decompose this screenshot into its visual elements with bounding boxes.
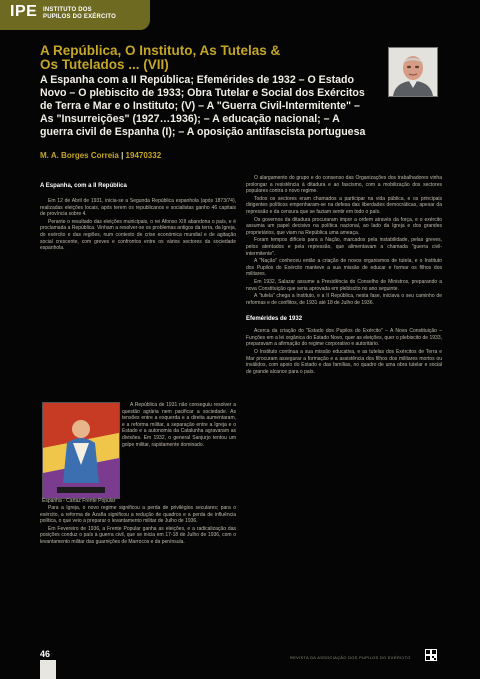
right-paragraph-3: Os governos da ditadura procuraram impor a ordem através da força, e o exército assumia um papel decisivo na política nacional, ao lado da Igreja e dos grandes proprietários, que viam na República uma ameaça. bbox=[246, 216, 442, 236]
left-paragraph-2: Perante o resultado das eleições municipais, o rei Afonso XIII abandona o país, e é proclamada a República. Vinham a resolver-se os problemas antigos da terra, da Igreja, do exército e das regiões, num contexto de crise económica mundial e de agitação social crescente, com greves e confrontos entre os vários sectores da sociedade espanhola. bbox=[40, 218, 236, 252]
right-paragraph-2: Todos os sectores eram chamados a participar na vida pública, e os principais dirigentes políticos empenharam-se na defesa das liberdades democráticas, apesar da repressão e da censura que se faziam sentir em todo o país. bbox=[246, 195, 442, 215]
left-lower-paragraph-2: Em Fevereiro de 1936, a Frente Popular ganha as eleições, e a radicalização das posições conduz o país à guerra civil, que se inicia em 17-18 de Julho de 1936, com o levantamento militar das guarnições de Marrocos e da península. bbox=[40, 525, 236, 545]
frente-popular-poster-image bbox=[42, 402, 120, 499]
institute-name-line1: INSTITUTO DOS bbox=[43, 7, 92, 13]
left-wrap-paragraph: A República de 1931 não conseguiu resolver a questão agrária nem pacificar a sociedade. As tensões entre a esquerda e a direita aumentaram, e a reforma militar, a separação entre a Igreja e o Estado e a autonomia da Catalunha agravaram as divisões. Em 1932, o general Sanjurjo tentou um golpe militar, rapidamente dominado. bbox=[122, 402, 236, 448]
page-number: 46 bbox=[40, 649, 51, 659]
article-title-line1: A República, O Instituto, As Tutelas & bbox=[40, 43, 281, 58]
right-paragraph-6: Em 1932, Salazar assume a Presidência do Conselho de Ministros, preparando a nova Constituição que seria aprovada em plebiscito no ano seguinte. bbox=[246, 278, 442, 292]
author-separator: | bbox=[121, 151, 126, 160]
right-column bbox=[246, 175, 442, 376]
article-subtitle: A Espanha com a II República; Efemérides de 1932 – O Estado Novo – O plebiscito de 1933; Obra Tutelar e Social dos Exércitos de Terra e Mar e o Instituto; (V) – A "Guerra Civil-Intermitente" – As "Insurreições" (1927…1936); – A educação nacional; – A guerra civil de Espanha (I); – A oposição antifascista portuguesa bbox=[40, 74, 366, 138]
right-paragraph-8: Acerca da criação do "Estado dos Pupilos do Exército" – A Nova Constituição – Funções em a lei orgânica do Estado Novo, quer as eleições, quer o plebiscito de 1933, preparavam a afirmação do regime corporativo e autoritário. bbox=[246, 328, 442, 348]
institute-name-line2: PUPILOS DO EXÉRCITO bbox=[43, 14, 117, 20]
qr-code-icon bbox=[425, 648, 437, 660]
left-lower-paragraph-1: Para a Igreja, o novo regime significou a perda de privilégios seculares; para o exército, a reforma de Azaña significou a redução de quadros e a perda de influência política, o que veio a preparar o levantamento militar de Julho de 1936. bbox=[40, 505, 236, 525]
left-lower-text bbox=[40, 505, 236, 547]
right-paragraph-4: Foram tempos difíceis para a Nação, marcados pela instabilidade, pelas greves, pelos atentados e pela repressão, que alimentavam a chamada "guerra civil-intermitente". bbox=[246, 237, 442, 257]
left-column bbox=[40, 183, 236, 253]
page-edge-bar bbox=[40, 660, 56, 679]
right-paragraph-5: A "Nação" conheceu então a criação de novos organismos de tutela, e o Instituto dos Pupilos do Exército manteve a sua missão de educar e formar os filhos dos militares. bbox=[246, 258, 442, 278]
article-title bbox=[40, 44, 375, 72]
left-wrap-text bbox=[122, 402, 236, 449]
publication-name: REVISTA DA ASSOCIAÇÃO DOS PUPILOS DO EXÉRCITO bbox=[290, 655, 411, 660]
right-paragraph-1: O alargamento do grupo e do consenso das Organizações dos trabalhadores vinha prolongar a resistência à ditadura e ao fascismo, com a mobilização dos sectores populares contra o novo regime. bbox=[246, 175, 442, 195]
right-section-heading: Efemérides de 1932 bbox=[246, 316, 303, 323]
right-paragraph-9: O Instituto continua a sua missão educativa, e as tutelas dos Exércitos de Terra e Mar procuram assegurar a formação e a assistência dos filhos dos militares mortos ou inválidos, com apoio do Estado e das famílias, no quadro de uma obra tutelar e social de grande alcance para o país. bbox=[246, 349, 442, 375]
ipe-logo: IPE bbox=[10, 3, 38, 20]
article-title-line2: Os Tutelados ... (VII) bbox=[40, 57, 169, 72]
author-name: M. A. Borges Correia bbox=[40, 151, 119, 160]
right-paragraph-7: A "tutela" chega a Instituto, e a II República, nesta fase, iniciava o seu caminho de reformas e de conflitos, de 1931 até 18 de Julho de 1936. bbox=[246, 293, 442, 306]
left-section-heading: A Espanha, com a II República bbox=[40, 183, 127, 189]
left-paragraph-1: Em 12 de Abril de 1931, inicia-se a Segunda República espanhola (após 1873/74), realizadas eleições locais, após terem os republicanos e socialistas ganho 46 capitais de província sobre 4. bbox=[40, 198, 236, 218]
author-id: 19470332 bbox=[125, 151, 162, 160]
author-portrait bbox=[388, 47, 438, 97]
institute-name bbox=[43, 7, 116, 21]
author-line bbox=[40, 151, 161, 160]
poster-caption: Espanha - Cartaz Frente Popular bbox=[42, 498, 116, 504]
